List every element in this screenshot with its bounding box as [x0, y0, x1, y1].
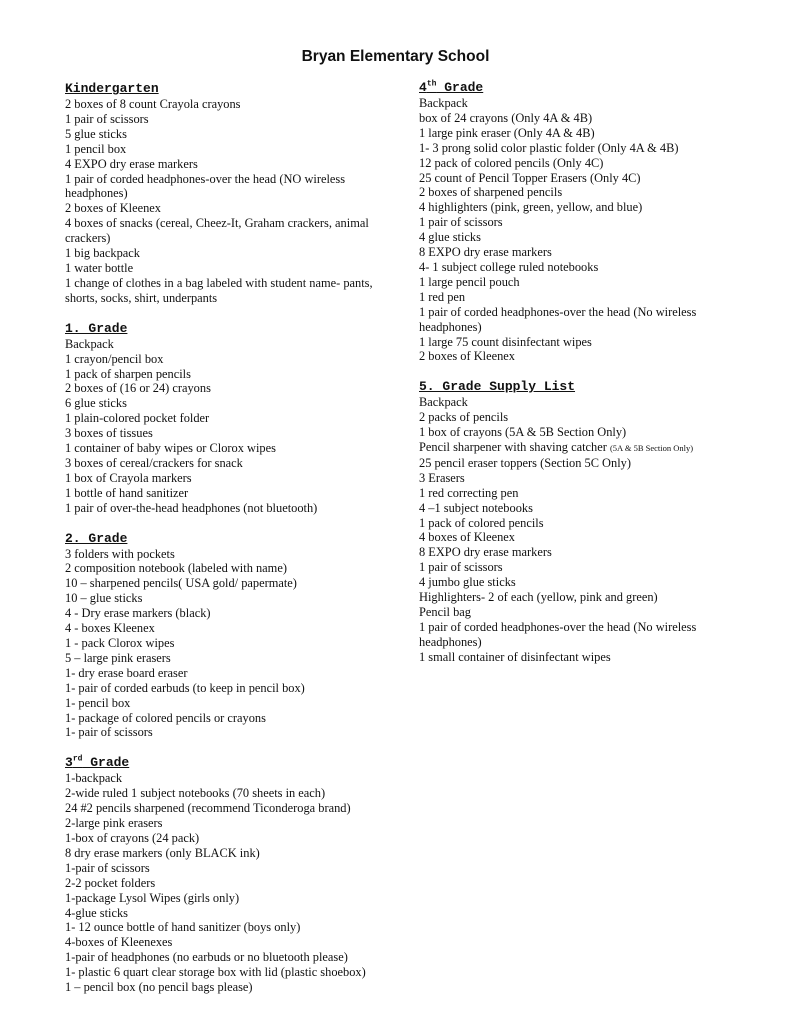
list-item: 4 boxes of snacks (cereal, Cheez-It, Graham crackers, animal crackers): [65, 216, 369, 246]
list-item: 2-2 pocket folders: [65, 875, 156, 890]
list-item: 4 boxes of Kleenex: [419, 530, 515, 545]
list-item: 4 EXPO dry erase markers: [65, 156, 198, 171]
section-grade-1: [65, 321, 380, 516]
list-item: 1 pair of scissors: [65, 111, 149, 126]
list-item: 1-pair of scissors: [65, 860, 150, 875]
list-item: 1 container of baby wipes or Clorox wipes: [65, 441, 276, 456]
list-item: 1-pair of headphones (no earbuds or no bluetooth please): [65, 950, 348, 965]
list-item: Highlighters- 2 of each (yellow, pink and green): [419, 590, 658, 605]
section-grade-5: [419, 379, 749, 664]
heading-label: Grade: [82, 755, 130, 771]
right-column: [419, 80, 749, 665]
list-item: 1 large pink eraser (Only 4A & 4B): [419, 125, 595, 140]
list-item: [419, 440, 749, 456]
list-item: 1 plain-colored pocket folder: [65, 411, 210, 426]
list-item: 2-large pink erasers: [65, 816, 163, 831]
list-item: 1 large 75 count disinfectant wipes: [419, 334, 592, 349]
list-item: 4-boxes of Kleenexes: [65, 935, 173, 950]
list-item: 2 boxes of Kleenex: [419, 349, 515, 364]
list-item: 5 glue sticks: [65, 126, 127, 141]
list-item: 1-box of crayons (24 pack): [65, 830, 200, 845]
list-item: 24 #2 pencils sharpened (recommend Ticonderoga brand): [65, 801, 351, 816]
list-item: 1 change of clothes in a bag labeled with student name- pants, shorts, socks, shirt, underpants: [65, 275, 373, 305]
list-item: 1 box of Crayola markers: [65, 470, 192, 485]
list-item: 1 pair of scissors: [419, 215, 503, 230]
list-item: 1 - pack Clorox wipes: [65, 636, 175, 650]
list-item: 4 glue sticks: [419, 230, 481, 245]
list-item: 6 glue sticks: [65, 396, 127, 411]
section-heading: [419, 80, 749, 96]
list-item: 1 box of crayons (5A & 5B Section Only): [419, 425, 627, 440]
list-item: 1 pair of corded headphones-over the head (NO wireless headphones): [65, 171, 346, 201]
list-item: 4-glue sticks: [65, 905, 128, 920]
list-item: 1- pair of corded earbuds (to keep in pencil box): [65, 680, 305, 695]
list-item: 1 pair of corded headphones-over the head (No wireless headphones): [419, 304, 697, 334]
section-heading: 5. Grade Supply List: [419, 379, 576, 395]
list-item: 1 pair of scissors: [419, 560, 503, 575]
list-item: 1- pencil box: [65, 695, 131, 710]
list-item: 1 pencil box: [65, 141, 127, 156]
section-heading: [65, 755, 380, 771]
list-item: 2-wide ruled 1 subject notebooks (70 sheets in each): [65, 786, 326, 801]
section-heading: 1. Grade: [65, 320, 128, 336]
list-item: 1-package Lysol Wipes (girls only): [65, 890, 240, 905]
list-item: 4 highlighters (pink, green, yellow, and blue): [419, 200, 643, 215]
list-item: 2 boxes of Kleenex: [65, 201, 161, 216]
list-item: Backpack: [419, 395, 468, 410]
list-item: Backpack: [65, 336, 114, 351]
item-note: (5A & 5B Section Only): [609, 443, 694, 454]
list-item: 1 bottle of hand sanitizer: [65, 485, 189, 500]
list-item: 3 boxes of tissues: [65, 426, 153, 441]
list-item: 2 packs of pencils: [419, 410, 509, 425]
list-item: 8 dry erase markers (only BLACK ink): [65, 845, 260, 860]
list-item: 8 EXPO dry erase markers: [419, 545, 552, 560]
list-item: 1- package of colored pencils or crayons: [65, 710, 266, 725]
list-item: Backpack: [419, 96, 468, 110]
list-item: 4- 1 subject college ruled notebooks: [419, 259, 599, 274]
list-item: 10 – glue sticks: [65, 591, 143, 606]
list-item: 3 boxes of cereal/crackers for snack: [65, 455, 243, 470]
list-item: 1 – pencil box (no pencil bags please): [65, 980, 253, 995]
list-item: 1 small container of disinfectant wipes: [419, 649, 611, 664]
list-item: 1 pair of over-the-head headphones (not bluetooth): [65, 500, 318, 515]
list-item: 1- 3 prong solid color plastic folder (Only 4A & 4B): [419, 140, 679, 155]
section-grade-3: [65, 755, 380, 995]
list-item: 1 crayon/pencil box: [65, 351, 164, 366]
document-title: Bryan Elementary School: [301, 48, 490, 65]
left-column: [65, 81, 380, 995]
list-item: 12 pack of colored pencils (Only 4C): [419, 155, 604, 170]
list-item: 4 - Dry erase markers (black): [65, 606, 211, 621]
list-item: 1 pack of colored pencils: [419, 515, 544, 530]
section-heading: 2. Grade: [65, 530, 128, 546]
list-item: 1- plastic 6 quart clear storage box with lid (plastic shoebox): [65, 965, 366, 980]
list-item: 3 Erasers: [419, 470, 465, 485]
section-heading: Kindergarten: [65, 81, 159, 96]
list-item: 1 big backpack: [65, 246, 141, 261]
list-item: 1 water bottle: [65, 260, 134, 275]
section-kindergarten: [65, 81, 380, 306]
list-item: 5 – large pink erasers: [65, 650, 171, 665]
list-item: 8 EXPO dry erase markers: [419, 245, 552, 260]
list-item: Pencil bag: [419, 605, 471, 619]
list-item: 1 large pencil pouch: [419, 274, 520, 289]
list-item: 1 pack of sharpen pencils: [65, 366, 191, 381]
list-item: box of 24 crayons (Only 4A & 4B): [419, 110, 593, 125]
list-item: 3 folders with pockets: [65, 546, 175, 561]
list-item: 2 composition notebook (labeled with name): [65, 561, 287, 576]
list-item: 25 pencil eraser toppers (Section 5C Only): [419, 455, 631, 470]
heading-number: 3: [65, 755, 73, 771]
list-item: 1 red correcting pen: [419, 485, 519, 500]
list-item: 4 –1 subject notebooks: [419, 500, 533, 515]
list-item: 2 boxes of sharpened pencils: [419, 185, 563, 200]
list-item: 1 red pen: [419, 289, 466, 304]
section-grade-4: [419, 80, 749, 364]
list-item: 1- pair of scissors: [65, 725, 153, 740]
list-item: 4 - boxes Kleenex: [65, 621, 155, 636]
list-item: 10 – sharpened pencils( USA gold/ papermate): [65, 576, 297, 591]
heading-number: 4: [419, 80, 427, 95]
list-item: 4 jumbo glue sticks: [419, 575, 516, 590]
list-item: 1- dry erase board eraser: [65, 665, 188, 680]
list-item: 25 count of Pencil Topper Erasers (Only 4C): [419, 170, 641, 185]
heading-ordinal: th: [426, 79, 437, 89]
list-item: 1- 12 ounce bottle of hand sanitizer (boys only): [65, 920, 301, 935]
heading-label: Grade: [436, 80, 484, 95]
list-item: 1-backpack: [65, 771, 123, 786]
item-text: Pencil sharpener with shaving catcher: [419, 440, 610, 455]
list-item: 1 pair of corded headphones-over the head (No wireless headphones): [419, 619, 697, 649]
section-grade-2: [65, 531, 380, 741]
list-item: 2 boxes of (16 or 24) crayons: [65, 381, 211, 396]
list-item: 2 boxes of 8 count Crayola crayons: [65, 97, 241, 111]
heading-ordinal: rd: [72, 755, 83, 765]
